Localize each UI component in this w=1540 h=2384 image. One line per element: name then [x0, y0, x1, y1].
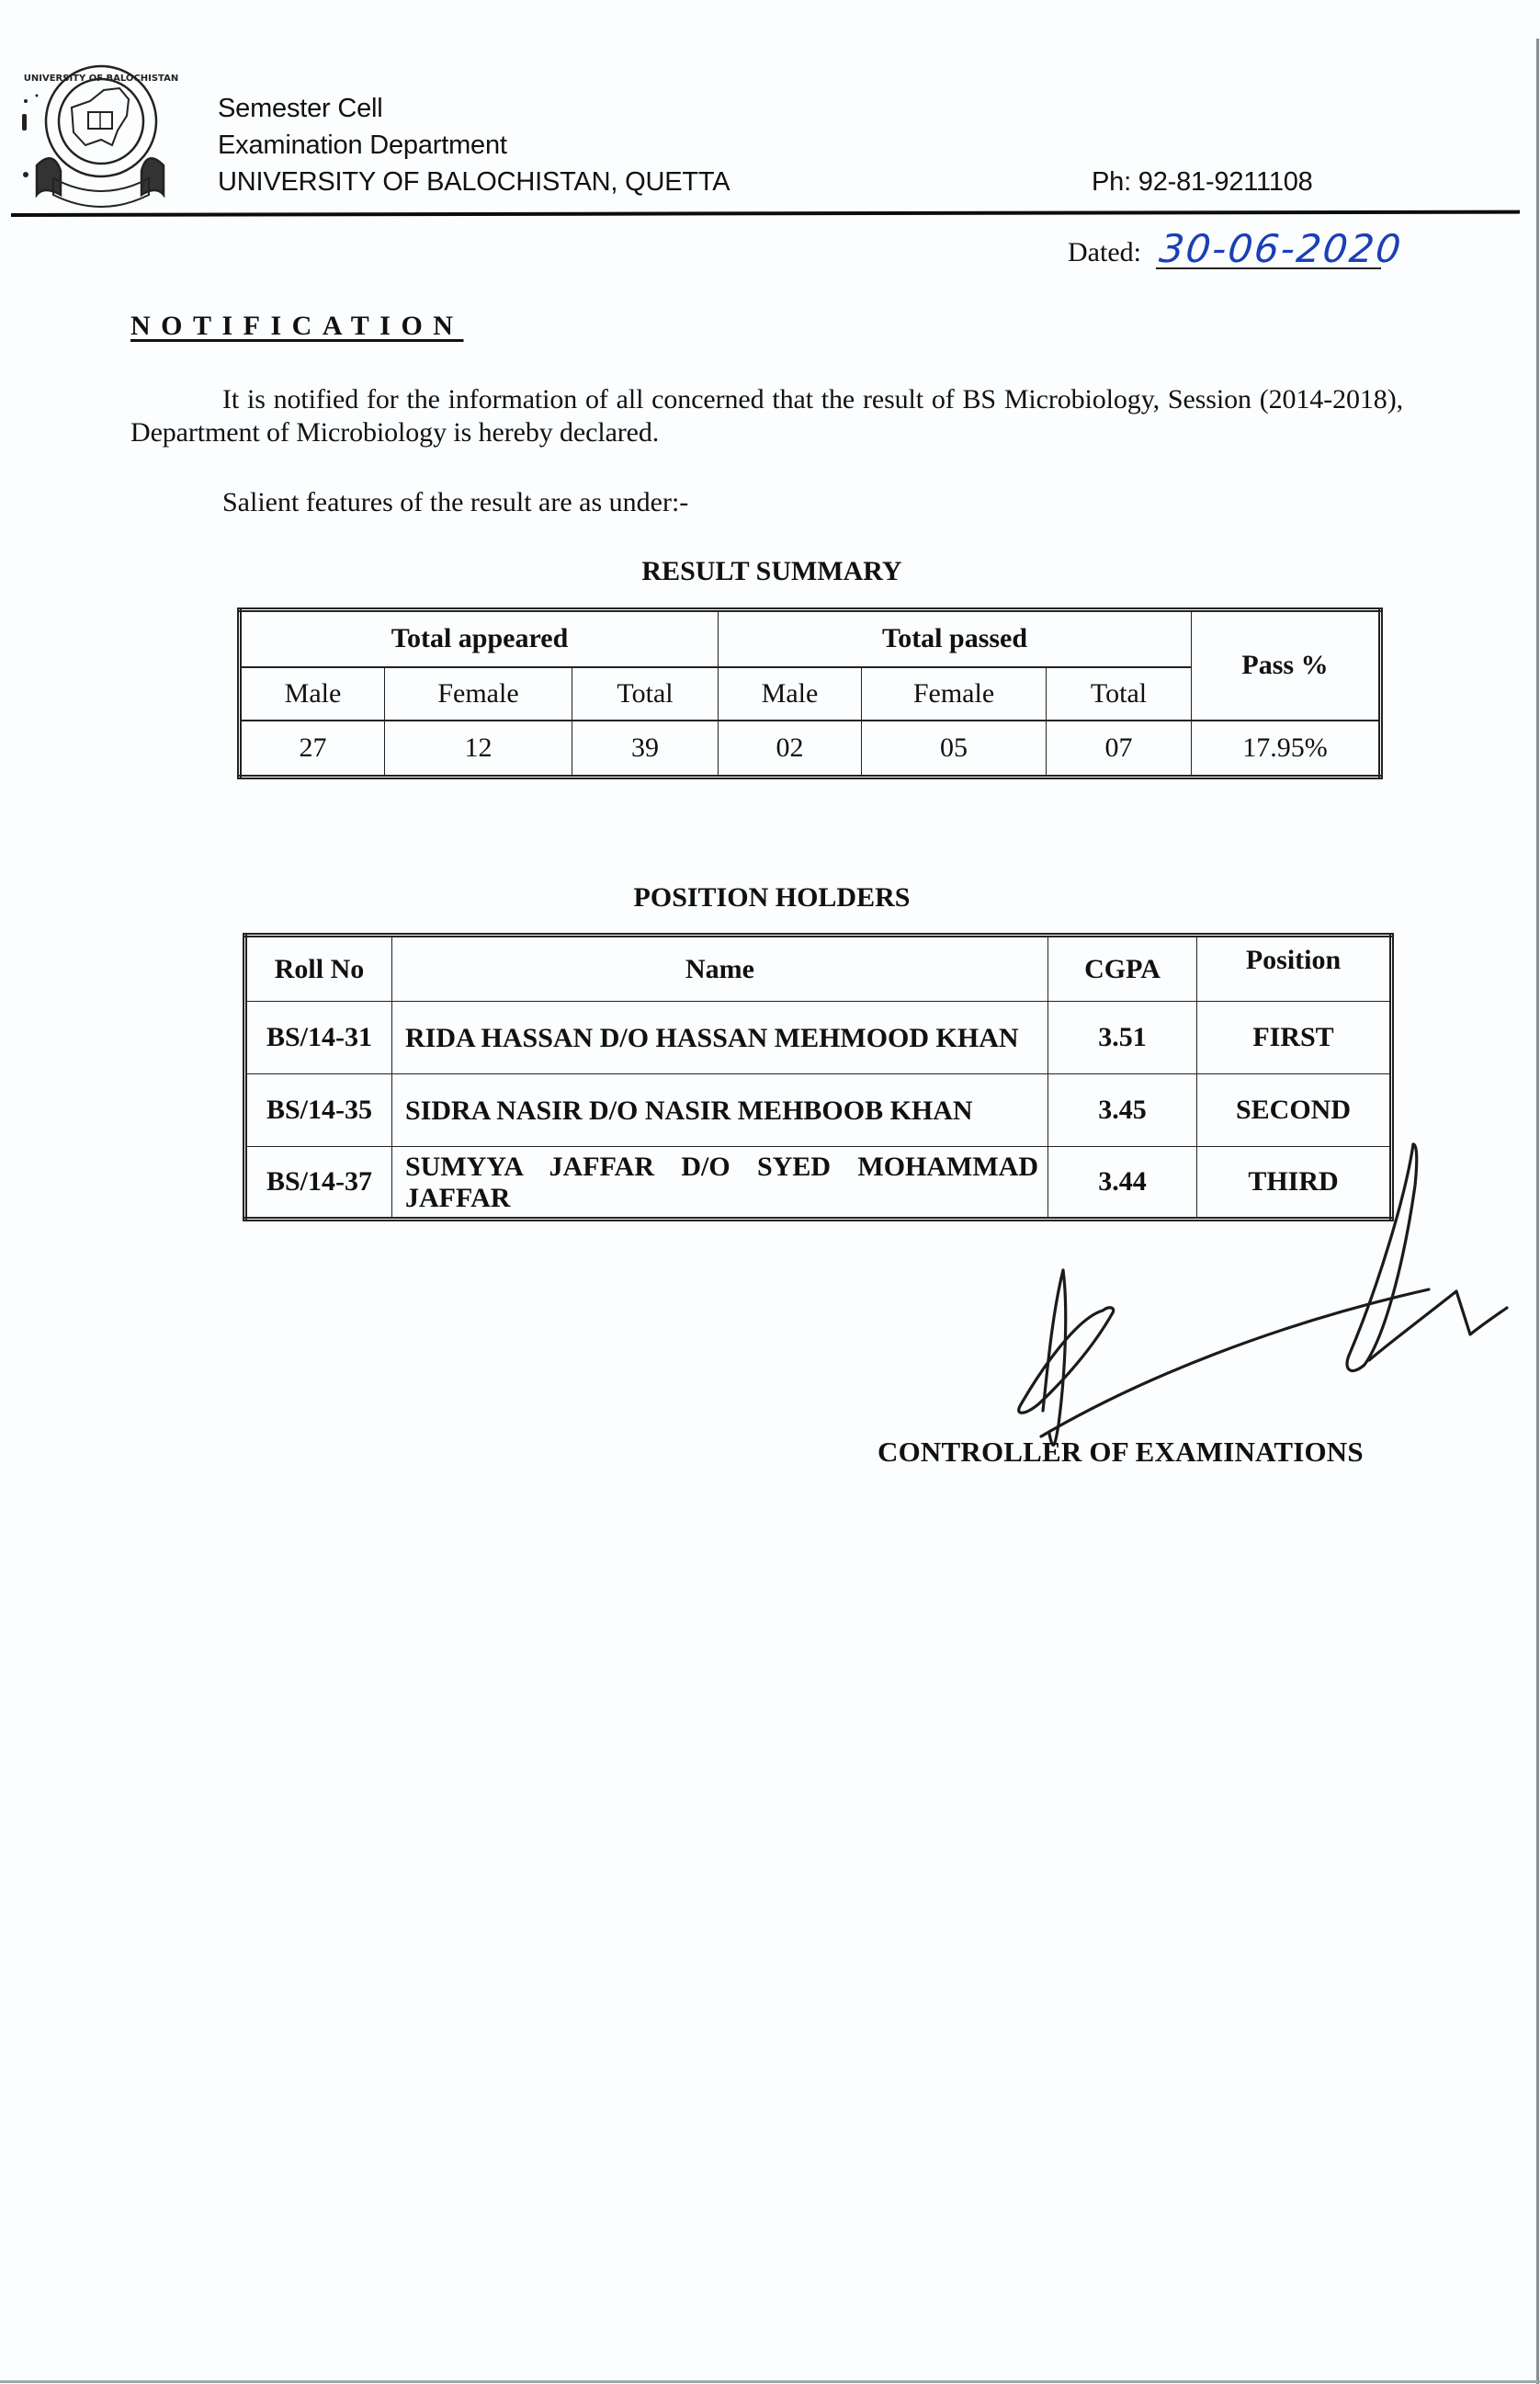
roll-no-cell: BS/14-31	[245, 1002, 392, 1074]
value-passed-total: 07	[1047, 721, 1192, 778]
cgpa-cell: 3.44	[1048, 1147, 1197, 1220]
subheader-appeared-male: Male	[240, 667, 385, 721]
value-appeared-total: 39	[572, 721, 719, 778]
header-position: Position	[1197, 936, 1392, 1002]
scan-page-edge-right	[1536, 39, 1539, 2384]
header-cgpa: CGPA	[1048, 936, 1197, 1002]
salient-features-text: Salient features of the result are as under:-	[222, 487, 689, 517]
scan-page-edge-bottom	[0, 2380, 1540, 2383]
handwritten-signature-icon	[1002, 1130, 1534, 1461]
letterhead-address	[218, 90, 730, 200]
subheader-appeared-total: Total	[572, 667, 719, 721]
header-name: Name	[392, 936, 1048, 1002]
holders-header-row	[245, 936, 1392, 1002]
subheader-passed-male: Male	[719, 667, 862, 721]
subheader-passed-female: Female	[862, 667, 1047, 721]
letterhead-line-university: UNIVERSITY OF BALOCHISTAN, QUETTA	[218, 167, 730, 197]
header-pass-percent: Pass %	[1192, 610, 1381, 721]
table-row	[245, 1002, 1392, 1074]
name-cell: SIDRA NASIR D/O NASIR MEHBOOB KHAN	[392, 1074, 1048, 1147]
position-cell: THIRD	[1197, 1147, 1392, 1220]
cgpa-cell: 3.51	[1048, 1002, 1197, 1074]
result-summary-table	[237, 607, 1383, 779]
letterhead-divider	[11, 210, 1520, 217]
header-total-passed: Total passed	[719, 610, 1192, 667]
letterhead-phone: Ph: 92-81-9211108	[1092, 167, 1313, 197]
value-appeared-female: 12	[385, 721, 572, 778]
letterhead-line-section: Semester Cell	[218, 94, 383, 123]
handwritten-date: 30-06-2020	[1157, 226, 1405, 271]
controller-of-examinations-title: CONTROLLER OF EXAMINATIONS	[878, 1436, 1364, 1468]
notification-title: NOTIFICATION	[130, 311, 464, 341]
position-cell: SECOND	[1197, 1074, 1392, 1147]
cgpa-cell: 3.45	[1048, 1074, 1197, 1147]
letterhead-line-department: Examination Department	[218, 131, 507, 160]
position-cell: FIRST	[1197, 1002, 1392, 1074]
name-cell: RIDA HASSAN D/O HASSAN MEHMOOD KHAN	[392, 1002, 1048, 1074]
value-passed-female: 05	[862, 721, 1047, 778]
subheader-passed-total: Total	[1047, 667, 1192, 721]
summary-group-header-row	[240, 610, 1381, 667]
value-pass-percent: 17.95%	[1192, 721, 1381, 778]
svg-text:UNIVERSITY OF BALOCHISTAN: UNIVERSITY OF BALOCHISTAN	[23, 74, 179, 84]
result-summary-title: RESULT SUMMARY	[641, 556, 902, 586]
header-roll-no: Roll No	[245, 936, 392, 1002]
value-appeared-male: 27	[240, 721, 385, 778]
position-holders-title: POSITION HOLDERS	[633, 882, 911, 913]
roll-no-cell: BS/14-37	[245, 1147, 392, 1220]
roll-no-cell: BS/14-35	[245, 1074, 392, 1147]
university-crest-icon	[17, 57, 182, 215]
header-total-appeared: Total appeared	[240, 610, 719, 667]
summary-values-row	[240, 721, 1381, 778]
notification-paragraph: It is notified for the information of all concerned that the result of BS Microbiology, Session (2014-2018), Department of Microbiology is hereby declared.	[130, 384, 1403, 448]
dated-label: Dated:	[1068, 237, 1141, 267]
subheader-appeared-female: Female	[385, 667, 572, 721]
name-cell: SUMYYA JAFFAR D/O SYED MOHAMMAD JAFFAR	[392, 1147, 1048, 1220]
value-passed-male: 02	[719, 721, 862, 778]
